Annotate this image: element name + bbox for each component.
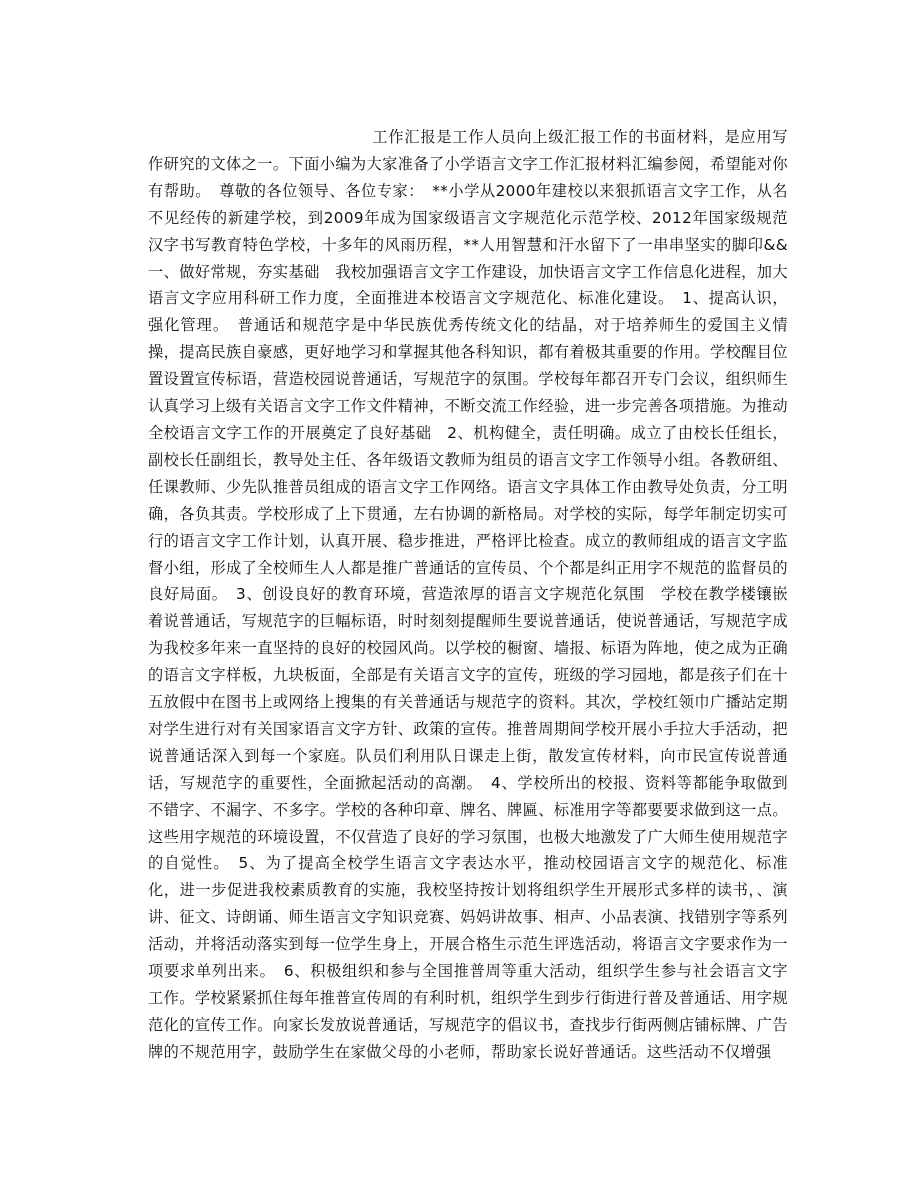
document-body-text: 工作汇报是工作人员向上级汇报工作的书面材料，是应用写作研究的文体之一。下面小编为大家准备了小学语言文字工作汇报材料汇编参阅，希望能对你有帮助。 尊敬的各位领导、各位专家： **小学从2000年建校以来狠抓语言文字工作，从名不见经传的新建学校，到2009年成为国家级语言文字规范化示范学校、2012年国家级规范汉字书写教育特色学校，十多年的风雨历程，**人用智慧和汗水留下了一串串坚实的脚印&& 一、做好常规，夯实基础 我校加强语言文字工作建设，加快语言文字工作信息化进程，加大语言文字应用科研工作力度，全面推进本校语言文字规范化、标准化建设。 1、提高认识，强化管理。 普通话和规范字是中华民族优秀传统文化的结晶，对于培养师生的爱国主义情操，提高民族自豪感，更好地学习和掌握其他各科知识，都有着极其重要的作用。学校醒目位置设置宣传标语，营造校园说普通话，写规范字的氛围。学校每年都召开专门会议，组织师生认真学习上级有关语言文字工作文件精神，不断交流工作经验，进一步完善各项措施。为推动全校语言文字工作的开展奠定了良好基础 2、机构健全，责任明确。成立了由校长任组长，副校长任副组长，教导处主任、各年级语文教师为组员的语言文字工作领导小组。各教研组、任课教师、少先队推普员组成的语言文字工作网络。语言文字具体工作由教导处负责，分工明确，各负其责。学校形成了上下贯通，左右协调的新格局。对学校的实际，每学年制定切实可行的语言文字工作计划，认真开展、稳步推进，严格评比检查。成立的教师组成的语言文字监督小组，形成了全校师生人人都是推广普通话的宣传员、个个都是纠正用字不规范的监督员的良好局面。 3、创设良好的教育环境，营造浓厚的语言文字规范化氛围 学校在教学楼镶嵌着说普通话，写规范字的巨幅标语，时时刻刻提醒师生要说普通话，使说普通话，写规范字成为我校多年来一直坚持的良好的校园风尚。以学校的橱窗、墙报、标语为阵地，使之成为正确的语言文字样板，九块板面，全部是有关语言文字的宣传，班级的学习园地，都是孩子们在十五放假中在图书上或网络上搜集的有关普通话与规范字的资料。其次，学校红领巾广播站定期对学生进行对有关国家语言文字方针、政策的宣传。推普周期间学校开展小手拉大手活动，把说普通话深入到每一个家庭。队员们利用队日课走上街，散发宣传材料，向市民宣传说普通话，写规范字的重要性，全面掀起活动的高潮。 4、学校所出的校报、资料等都能争取做到不错字、不漏字、不多字。学校的各种印章、牌名、牌匾、标准用字等都要要求做到这一点。这些用字规范的环境设置，不仅营造了良好的学习氛围，也极大地激发了广大师生使用规范字的自觉性。 5、为了提高全校学生语言文字表达水平，推动校园语言文字的规范化、标准化，进一步促进我校素质教育的实施，我校坚持按计划将组织学生开展形式多样的读书，、演讲、征文、诗朗诵、师生语言文字知识竞赛、妈妈讲故事、相声、小品表演、找错别字等系列活动，并将活动落实到每一位学生身上，开展合格生示范生评选活动，将语言文字要求作为一项要求单列出来。 6、积极组织和参与全国推普周等重大活动，组织学生参与社会语言文字工作。学校紧紧抓住每年推普宣传周的有利时机，组织学生到步行街进行普及普通话、用字规范化的宣传工作。向家长发放说普通话，写规范字的倡议书，查找步行街两侧店铺标牌、广告牌的不规范用字，鼓励学生在家做父母的小老师，帮助家长说好普通话。这些活动不仅增强 xyxy=(148,128,804,1061)
document-body-paragraph xyxy=(148,124,804,1066)
